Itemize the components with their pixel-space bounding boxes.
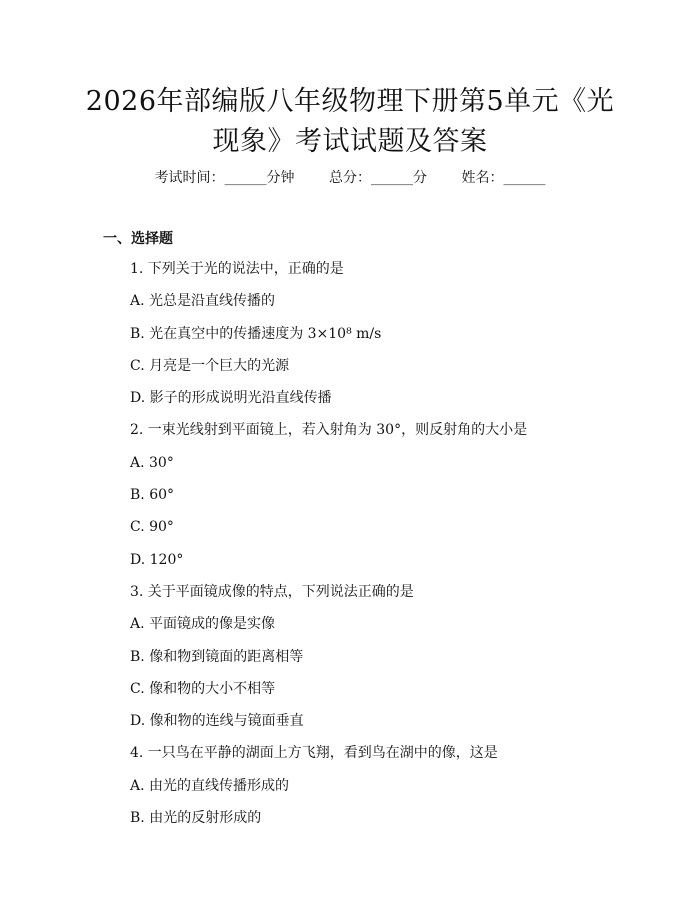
question-1-option-d: D. 影子的形成说明光沿直线传播 xyxy=(130,390,332,407)
title-line-1: 2026年部编版八年级物理下册第5单元《光 xyxy=(85,86,615,117)
question-4: 4. 一只鸟在平静的湖面上方飞翔，看到鸟在湖中的像，这是 xyxy=(130,745,498,762)
question-4-option-b: B. 由光的反射形成的 xyxy=(130,810,262,827)
question-1-option-c: C. 月亮是一个巨大的光源 xyxy=(130,357,290,374)
question-3-option-d: D. 像和物的连线与镜面垂直 xyxy=(130,713,304,730)
question-1: 1. 下列关于光的说法中，正确的是 xyxy=(130,261,344,277)
total-score-field: 总分：______分 xyxy=(329,170,427,186)
question-1-option-b: B. 光在真空中的传播速度为 3×10⁸ m/s xyxy=(130,325,382,342)
student-name-field: 姓名：______ xyxy=(461,170,546,186)
question-list xyxy=(130,258,610,839)
question-2-option-a: A. 30° xyxy=(130,454,174,471)
question-2: 2. 一束光线射到平面镜上，若入射角为 30°，则反射角的大小是 xyxy=(130,422,528,439)
question-2-option-c: C. 90° xyxy=(130,519,174,536)
question-3: 3. 关于平面镜成像的特点，下列说法正确的是 xyxy=(130,583,414,600)
question-1-option-a: A. 光总是沿直线传播的 xyxy=(130,293,276,310)
question-2-option-b: B. 60° xyxy=(130,487,175,504)
title-line-2: 现象》考试试题及答案 xyxy=(212,126,488,157)
exam-info-row xyxy=(0,168,700,188)
exam-time-field: 考试时间：______分钟 xyxy=(154,170,295,186)
section-heading: 一、选择题 xyxy=(103,231,173,247)
question-3-option-a: A. 平面镜成的像是实像 xyxy=(130,616,276,633)
question-4-option-a: A. 由光的直线传播形成的 xyxy=(130,777,290,794)
question-3-option-b: B. 像和物到镜面的距离相等 xyxy=(130,648,304,665)
page-title xyxy=(80,82,620,162)
question-2-option-d: D. 120° xyxy=(130,551,184,568)
question-3-option-c: C. 像和物的大小不相等 xyxy=(130,680,276,697)
